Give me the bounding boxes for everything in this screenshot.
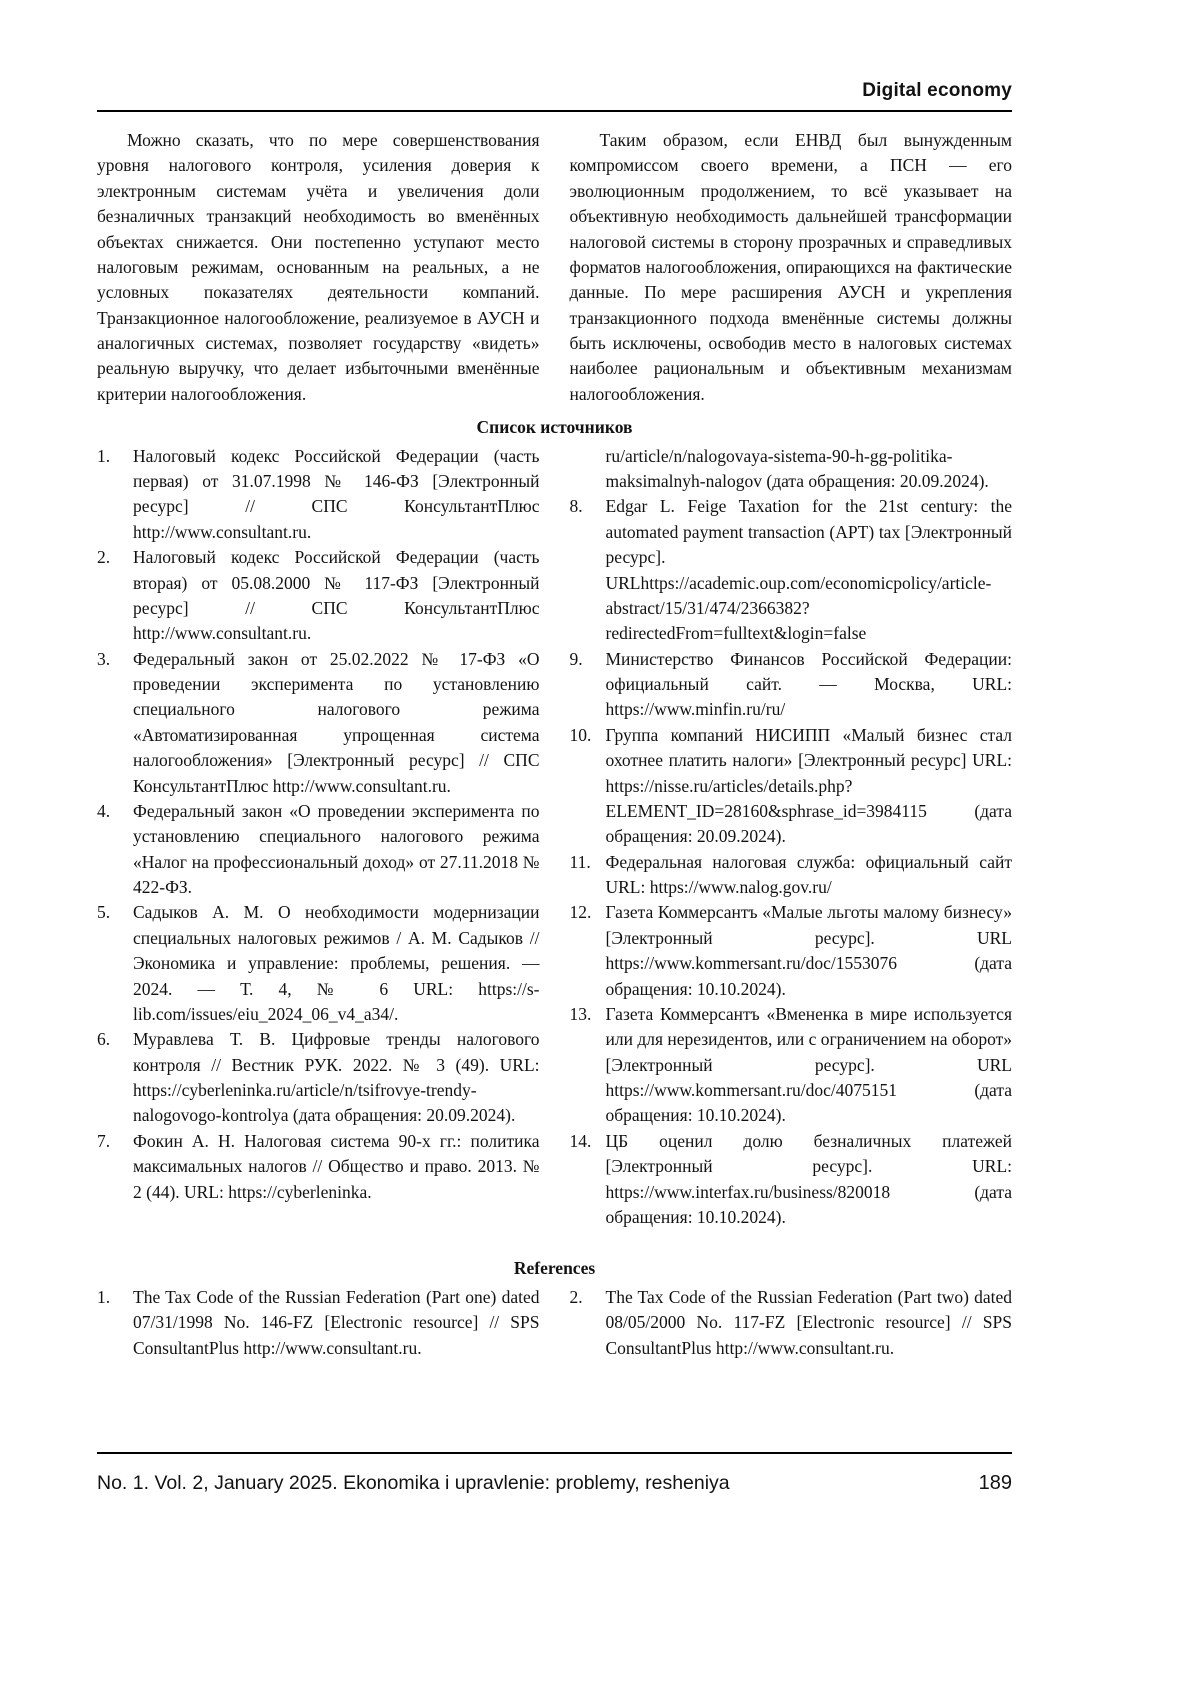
reference-number bbox=[570, 444, 606, 495]
reference-text: Edgar L. Feige Taxation for the 21st century: the automated payment transaction (APT) tax [Электронный ресурс]. URLhttps://academic.oup.com/economicpolicy/article-abstract/15/31/474/2366382?redirectedFrom=fulltext&login=false bbox=[605, 496, 1012, 644]
reference-text: ЦБ оценил долю безналичных платежей [Электронный ресурс]. URL: https://www.interfax.ru/business/820018 (дата обращения: 10.10.2024). bbox=[605, 1130, 1012, 1227]
header-rule bbox=[97, 110, 1012, 112]
reference-text: Садыков А. М. О необходимости модернизации специальных налоговых режимов / А. М. Садыков // Экономика и управление: проблемы, решения. — 2024. — Т. 4, № 6 URL: https://s-lib.com/issues/eiu_2024_06_v4_a34/. bbox=[133, 902, 540, 1024]
running-head-section-title: Digital economy bbox=[862, 80, 1012, 101]
reference-number: 14. bbox=[569, 1130, 592, 1151]
reference-number: 12. bbox=[569, 902, 592, 923]
reference-number: 4. bbox=[97, 800, 111, 821]
page-header bbox=[97, 80, 1012, 112]
reference-number: 8. bbox=[569, 496, 583, 517]
reference-text: Налоговый кодекс Российской Федерации (часть вторая) от 05.08.2000 № 117-ФЗ [Электронный ресурс] // СПС КонсультантПлюс http://www.consultant.ru. bbox=[133, 547, 540, 644]
reference-number: 6. bbox=[97, 1029, 111, 1050]
reference-text: Налоговый кодекс Российской Федерации (часть первая) от 31.07.1998 № 146-ФЗ [Электронный ресурс] // СПС КонсультантПлюс http://www.consultant.ru. bbox=[133, 445, 540, 542]
reference-number: 5. bbox=[97, 902, 111, 923]
page-number: 189 bbox=[978, 1472, 1012, 1494]
reference-item bbox=[570, 647, 1013, 723]
reference-item bbox=[97, 444, 540, 546]
reference-item bbox=[570, 1129, 1013, 1231]
article-body bbox=[97, 128, 1012, 407]
reference-text: Газета Коммерсантъ «Малые льготы малому бизнесу» [Электронный ресурс]. URL https://www.kommersant.ru/doc/1553076 (дата обращения: 10.10.2024). bbox=[605, 902, 1012, 999]
reference-item bbox=[570, 1002, 1013, 1129]
sources-list-left bbox=[97, 444, 540, 1231]
reference-item bbox=[97, 647, 540, 799]
reference-text: Группа компаний НИСИПП «Малый бизнес стал охотнее платить налоги» [Электронный ресурс] URL: https://nisse.ru/articles/details.php?ELEMENT_ID=28160&sphrase_id=3984115 (дата обращения: 20.09.2024). bbox=[605, 724, 1012, 847]
reference-text: Федеральная налоговая служба: официальный сайт URL: https://www.nalog.gov.ru/ bbox=[605, 851, 1012, 897]
reference-number: 2. bbox=[569, 1286, 583, 1307]
reference-item bbox=[570, 444, 1013, 495]
body-left-column bbox=[97, 128, 540, 407]
reference-number: 7. bbox=[97, 1130, 111, 1151]
references-list-right bbox=[570, 1285, 1013, 1361]
reference-item bbox=[570, 850, 1013, 901]
page-footer bbox=[97, 1452, 1012, 1495]
reference-number: 1. bbox=[97, 445, 111, 466]
sources-heading: Список источников bbox=[476, 417, 633, 438]
reference-text: Муравлева Т. В. Цифровые тренды налогового контроля // Вестник РУК. 2022. № 3 (49). URL: https://cyberleninka.ru/article/n/tsifrovye-trendy-nalogovogo-kontrolya (дата обращения: 20.09.2024). bbox=[133, 1029, 540, 1126]
left-column-paragraph: Можно сказать, что по мере совершенствования уровня налогового контроля, усиления доверия к электронным системам учёта и увеличения доли безналичных транзакций необходимость во вменённых объектах снижается. Они постепенно уступают место налоговым режимам, основанным на реальных, а не условных показателях деятельности компаний. Транзакционное налогообложение, реализуемое в АУСН и аналогичных системах, позволяет государству «видеть» реальную выручку, что делает избыточными вменённые критерии налогообложения. bbox=[97, 130, 540, 404]
reference-text: Фокин А. Н. Налоговая система 90-х гг.: политика максимальных налогов // Общество и право. 2013. № 2 (44). URL: https://cyberleninka. bbox=[133, 1130, 540, 1202]
reference-number: 2. bbox=[97, 547, 111, 568]
reference-item bbox=[570, 1285, 1013, 1361]
sources-section bbox=[97, 444, 1012, 1231]
reference-item bbox=[97, 900, 540, 1027]
journal-citation-line: No. 1. Vol. 2, January 2025. Ekonomika i upravlenie: problemy, resheniya bbox=[97, 1472, 730, 1494]
reference-number: 10. bbox=[569, 724, 592, 745]
footer-rule bbox=[97, 1452, 1012, 1454]
reference-item bbox=[97, 1285, 540, 1361]
footer-line bbox=[97, 1472, 1012, 1495]
reference-item bbox=[97, 799, 540, 901]
reference-number: 11. bbox=[569, 851, 591, 872]
reference-text: ru/article/n/nalogovaya-sistema-90-h-gg-politika-maksimalnyh-nalogov (дата обращения: 20.09.2024). bbox=[605, 445, 989, 491]
reference-text: The Tax Code of the Russian Federation (Part two) dated 08/05/2000 No. 117-FZ [Electronic resource] // SPS ConsultantPlus http://www.consultant.ru. bbox=[605, 1286, 1012, 1358]
body-right-column bbox=[570, 128, 1013, 407]
reference-item bbox=[97, 1129, 540, 1205]
reference-text: Федеральный закон от 25.02.2022 № 17-ФЗ «О проведении эксперимента по установлению специального налогового режима «Автоматизированная упрощенная система налогообложения» [Электронный ресурс] // СПС КонсультантПлюс http://www.consultant.ru. bbox=[133, 648, 540, 796]
reference-item bbox=[570, 900, 1013, 1002]
reference-text: Федеральный закон «О проведении эксперимента по установлению специального налогового режима «Налог на профессиональный доход» от 27.11.2018 № 422-ФЗ. bbox=[133, 800, 540, 897]
reference-number: 1. bbox=[97, 1286, 111, 1307]
right-column-paragraph: Таким образом, если ЕНВД был вынужденным компромиссом своего времени, а ПСН — его эволюционным продолжением, то всё указывает на объективную необходимость дальнейшей трансформации налоговой системы в сторону прозрачных и справедливых форматов налогообложения, опирающихся на фактические данные. По мере расширения АУСН и укрепления транзакционного подхода вменённые системы должны быть исключены, освободив место в налоговых системах наиболее рациональным и объективным механизмам налогообложения. bbox=[569, 130, 1012, 404]
reference-text: Министерство Финансов Российской Федерации: официальный сайт. — Москва, URL: https://www.minfin.ru/ru/ bbox=[605, 648, 1012, 720]
reference-number: 9. bbox=[569, 648, 583, 669]
reference-text: Газета Коммерсантъ «Вмененка в мире используется или для нерезидентов, или с ограничением на оборот» [Электронный ресурс]. URL https://www.kommersant.ru/doc/4075151 (дата обращения: 10.10.2024). bbox=[605, 1003, 1013, 1126]
reference-item bbox=[97, 1027, 540, 1129]
reference-item bbox=[570, 723, 1013, 850]
reference-item bbox=[97, 545, 540, 647]
sources-list-right bbox=[570, 444, 1013, 1231]
reference-number: 3. bbox=[97, 648, 111, 669]
reference-text: The Tax Code of the Russian Federation (Part one) dated 07/31/1998 No. 146-FZ [Electronic resource] // SPS ConsultantPlus http://www.consultant.ru. bbox=[133, 1286, 540, 1358]
reference-item bbox=[570, 494, 1013, 646]
references-heading: References bbox=[513, 1258, 596, 1279]
references-list-left bbox=[97, 1285, 540, 1361]
references-section bbox=[97, 1285, 1012, 1361]
reference-number: 13. bbox=[569, 1003, 592, 1024]
